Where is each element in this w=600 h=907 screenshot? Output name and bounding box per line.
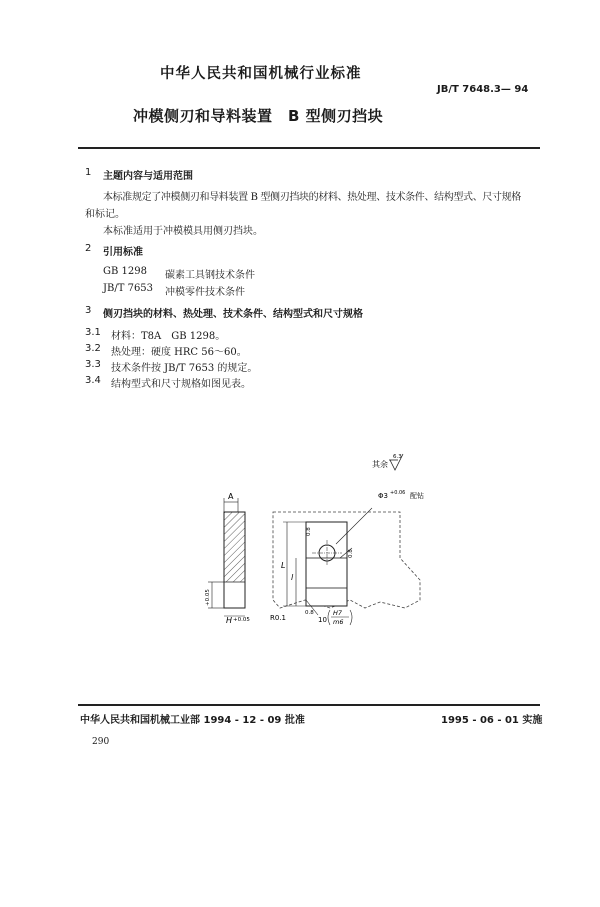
fit-size: 10	[318, 616, 327, 624]
item-number: 3.3	[85, 359, 101, 370]
ref-code: JB/T 7653	[103, 283, 154, 294]
s1-para1-line2: 和标记。	[85, 209, 125, 220]
radius-label: R0.1	[270, 614, 286, 622]
issuer: 中华人民共和国机械工业部 1994 - 12 - 09 批准	[80, 715, 305, 726]
roughness-note: 其余	[372, 460, 388, 469]
roughness-08-side: 0.8	[306, 527, 312, 536]
technical-drawing	[0, 440, 600, 640]
roughness-08-inner: 0.8	[348, 549, 354, 558]
ref-title: 碳素工具钢技术条件	[165, 270, 255, 281]
s2-number: 2	[85, 243, 92, 254]
item-text: 结构型式和尺寸规格如图见表。	[111, 379, 251, 390]
ref-code: GB 1298	[103, 266, 147, 277]
effective-date: 1995 - 06 - 01 实施	[441, 715, 543, 726]
fit-upper: H7	[333, 609, 343, 617]
dim-small-l-label: l	[291, 573, 294, 582]
standard-number: JB/T 7648.3— 94	[437, 84, 529, 95]
s3-number: 3	[85, 305, 92, 316]
dim-a-label: A	[228, 492, 234, 501]
dim-h-label: H	[226, 616, 233, 625]
roughness-value: 6.3	[393, 454, 402, 460]
ref-title: 冲模零件技术条件	[165, 287, 245, 298]
s1-para2: 本标准适用于冲模模具用侧刃挡块。	[103, 226, 263, 237]
roughness-08-bottom: 0.8	[305, 610, 314, 616]
dim-h-tolerance: +0.05	[233, 617, 250, 623]
doc-title: 冲模侧刃和导料装置 B 型侧刃挡块	[133, 107, 384, 125]
hole-label: Φ3	[378, 492, 388, 500]
front-view	[273, 508, 420, 615]
hole-tolerance: +0.06	[390, 490, 406, 496]
s1-heading: 主题内容与适用范围	[103, 171, 193, 182]
org-title: 中华人民共和国机械行业标准	[160, 66, 362, 82]
s3-heading: 侧刃挡块的材料、热处理、技术条件、结构型式和尺寸规格	[103, 309, 363, 320]
item-text: 热处理：硬度 HRC 56～60。	[111, 347, 247, 358]
s1-number: 1	[85, 167, 92, 178]
fit-lower: m6	[333, 618, 344, 626]
item-number: 3.2	[85, 343, 101, 354]
hole-note: 配钻	[410, 492, 424, 500]
s2-heading: 引用标准	[103, 247, 143, 258]
item-number: 3.4	[85, 375, 101, 386]
s1-para1-line1: 本标准规定了冲模侧刃和导料装置 B 型侧刃挡块的材料、热处理、技术条件、结构型式、尺寸规格	[103, 192, 521, 203]
item-text: 材料：T8A GB 1298。	[111, 331, 226, 342]
footer-rule	[78, 704, 540, 706]
side-tolerance-label: +0.05	[205, 589, 211, 606]
side-view	[208, 498, 245, 616]
dim-l-label: L	[281, 561, 286, 570]
header-rule	[78, 147, 540, 149]
item-number: 3.1	[85, 327, 101, 338]
item-text: 技术条件按 JB/T 7653 的规定。	[111, 363, 258, 374]
page-number: 290	[92, 737, 110, 747]
